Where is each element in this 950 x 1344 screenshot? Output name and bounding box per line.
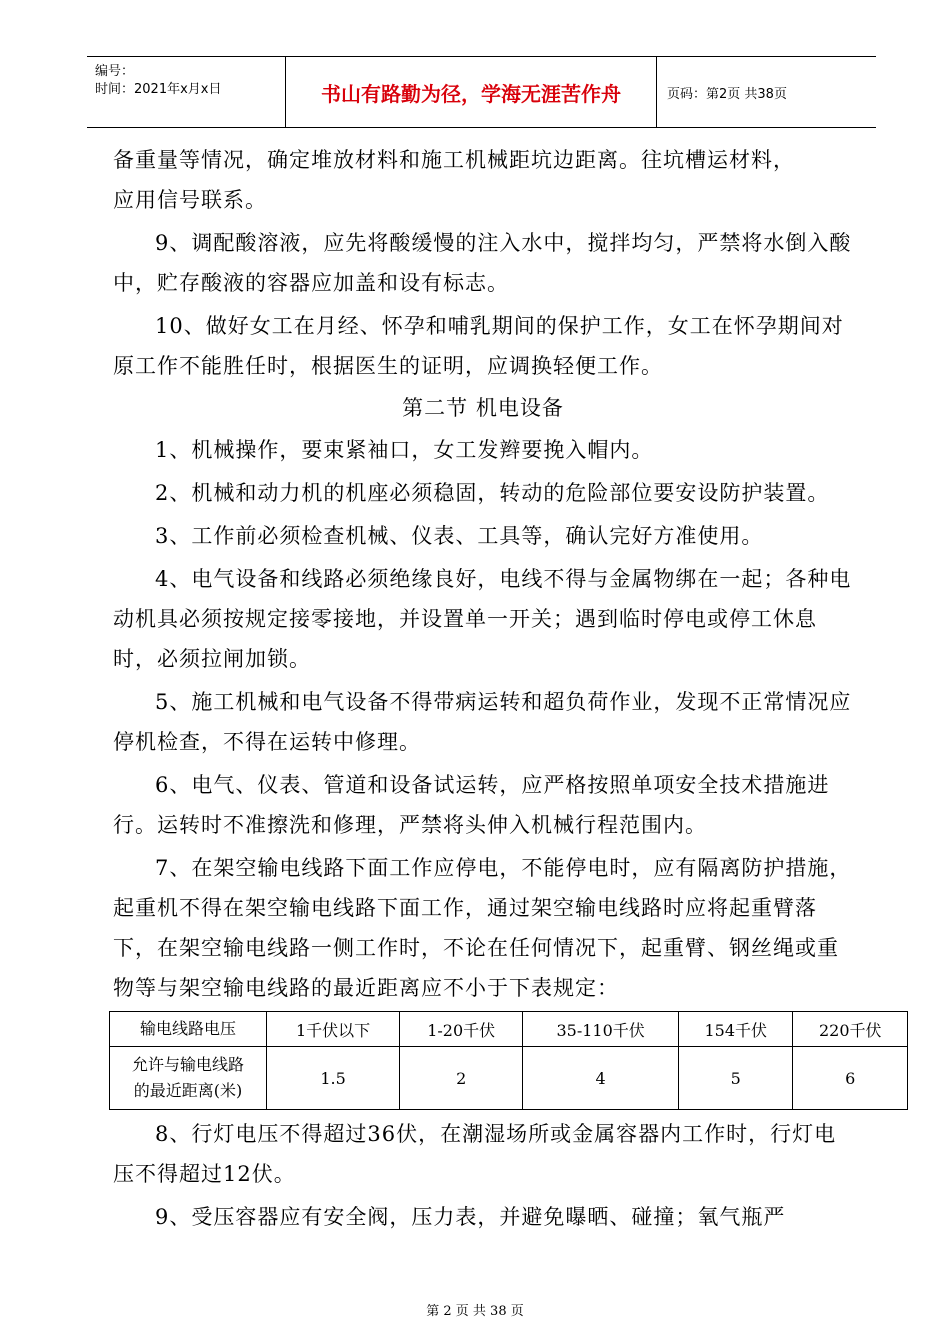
paragraph-item-2: 2、机械和动力机的机座必须稳固，转动的危险部位要安设防护装置。 [155, 481, 830, 505]
paragraph-line: 备重量等情况，确定堆放材料和施工机械距坑边距离。往坑槽运材料， [113, 148, 795, 172]
page-footer: 第 2 页 共 38 页 [426, 1304, 524, 1319]
document-body [113, 140, 882, 1240]
header-page-info: 页码：第2页 共38页 [667, 86, 787, 102]
table-header-cell: 1千伏以下 [267, 1012, 400, 1047]
paragraph-item-10: 10、做好女工在月经、怀孕和哺乳期间的保护工作，女工在怀孕期间对原工作不能胜任时，根据医生的证明，应调换轻便工作。 [113, 314, 844, 378]
table-header-label: 输电线路电压 [110, 1012, 267, 1047]
paragraph-item-9: 9、调配酸溶液，应先将酸缓慢的注入水中，搅拌均匀，严禁将水倒入酸中，贮存酸液的容器应加盖和设有标志。 [113, 231, 852, 295]
table-cell: 4 [523, 1047, 679, 1110]
paragraph-item-6: 6、电气、仪表、管道和设备试运转，应严格按照单项安全技术措施进行。运转时不准擦洗和修理，严禁将头伸入机械行程范围内。 [113, 773, 830, 837]
table-row-label-line: 的最近距离(米) [133, 1081, 243, 1100]
paragraph-item-7: 7、在架空输电线路下面工作应停电，不能停电时，应有隔离防护措施，起重机不得在架空输电线路下面工作，通过架空输电线路时应将起重臂落下，在架空输电线路一侧工作时，不论在任何情况下，起重臂、钢丝绳或重物等与架空输电线路的最近距离应不小于下表规定： [113, 856, 852, 1000]
table-cell: 5 [678, 1047, 792, 1110]
header-meta [87, 57, 285, 127]
table-header-cell: 1-20千伏 [400, 1012, 523, 1047]
table-cell: 2 [400, 1047, 523, 1110]
table-header-row [110, 1012, 908, 1047]
table-cell: 1.5 [267, 1047, 400, 1110]
paragraph-continued [113, 140, 853, 220]
paragraph-item-1: 1、机械操作，要束紧袖口，女工发辫要挽入帽内。 [155, 438, 654, 462]
table-header-cell: 220千伏 [793, 1012, 908, 1047]
paragraph-item-3: 3、工作前必须检查机械、仪表、工具等，确认完好方准使用。 [155, 524, 764, 548]
paragraph-item-4: 4、电气设备和线路必须绝缘良好，电线不得与金属物绑在一起；各种电动机具必须按规定接零接地，并设置单一开关；遇到临时停电或停工休息时，必须拉闸加锁。 [113, 567, 852, 671]
table-header-cell: 35-110千伏 [523, 1012, 679, 1047]
table-row-label-line: 允许与输电线路 [131, 1055, 244, 1074]
paragraph-line: 应用信号联系。 [113, 188, 267, 212]
distance-table [109, 1011, 908, 1110]
document-number-label: 编号： [95, 64, 135, 79]
page-header [87, 56, 876, 128]
document-date: 时间：2021年x月x日 [95, 82, 222, 97]
table-cell: 6 [793, 1047, 908, 1110]
paragraph-item-5: 5、施工机械和电气设备不得带病运转和超负荷作业，发现不正常情况应停机检查，不得在运转中修理。 [113, 690, 852, 754]
table-header-cell: 154千伏 [678, 1012, 792, 1047]
table-row [110, 1047, 908, 1110]
paragraph-item-9-continued: 9、受压容器应有安全阀，压力表，并避免曝晒、碰撞；氧气瓶严 [155, 1205, 786, 1229]
table-row-label [110, 1047, 267, 1110]
header-motto: 书山有路勤为径，学海无涯苦作舟 [285, 57, 657, 127]
section-title: 第二节 机电设备 [402, 396, 564, 420]
paragraph-item-8: 8、行灯电压不得超过36伏，在潮湿场所或金属容器内工作时，行灯电压不得超过12伏。 [113, 1122, 837, 1186]
